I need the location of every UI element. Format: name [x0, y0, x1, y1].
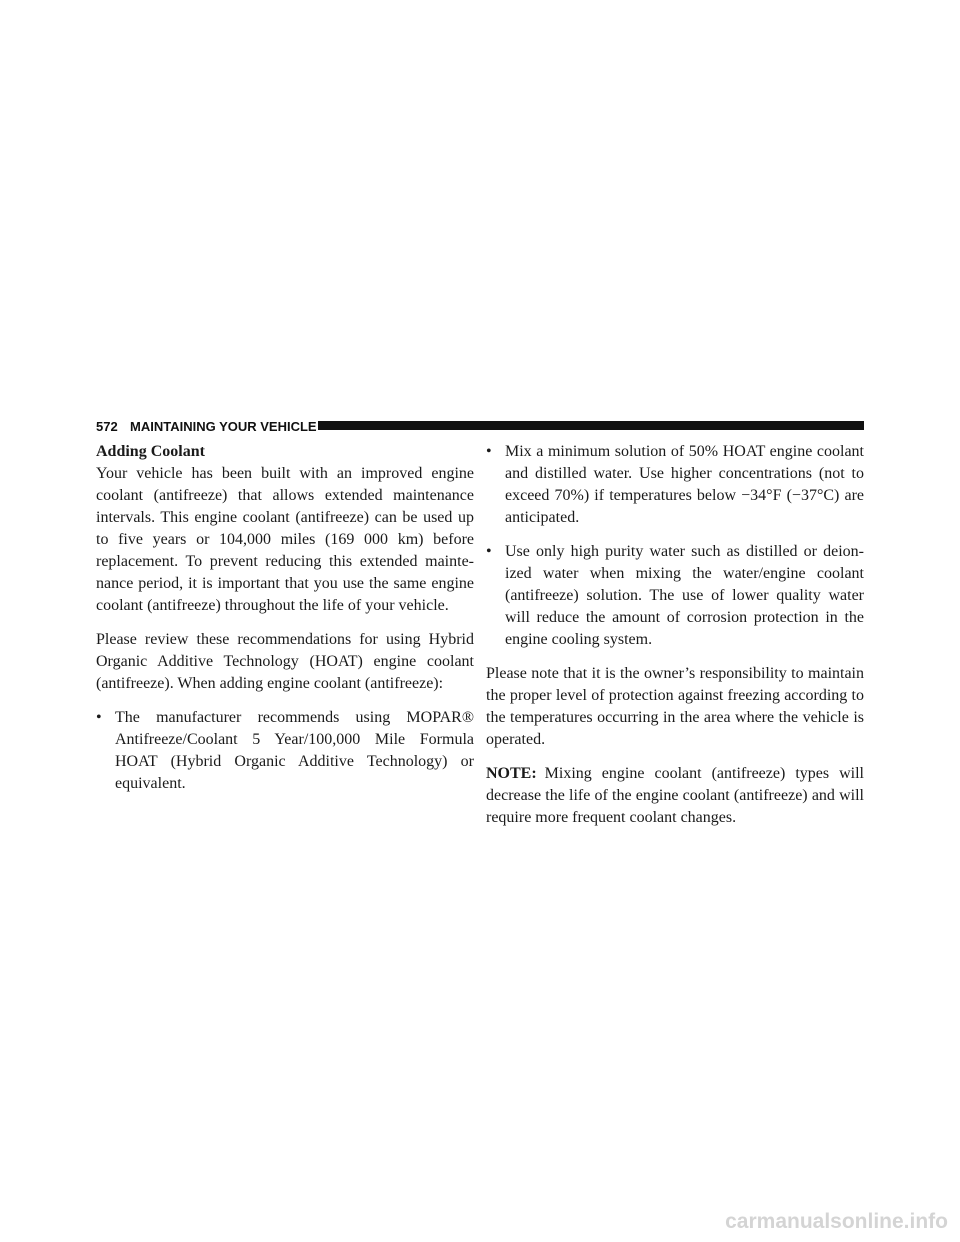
list-item-text: Mix a minimum solution of 50% HOAT engine coolant and distilled water. Use higher concentrations (not to exceed 70%) if temperatures below −34°F (−37°C) are anticipated.	[505, 443, 864, 526]
section-heading: Adding Coolant	[96, 443, 205, 460]
right-column	[486, 441, 864, 841]
bullet-icon: •	[96, 709, 102, 726]
note-paragraph	[486, 763, 864, 829]
note-label: NOTE:	[486, 765, 537, 782]
list-item	[486, 541, 864, 651]
list-item-text: Use only high purity water such as distilled or deionized water when mixing the water/engine coolant (antifreeze) solution. The use of lower quality water will reduce the amount of corrosion protection in the engine cooling system.	[505, 543, 864, 648]
page-header	[96, 418, 864, 436]
page-number: 572	[96, 419, 118, 434]
list-item-text: The manufacturer recommends using MOPAR® Antifreeze/Coolant 5 Year/100,000 Mile Formula HOAT (Hybrid Organic Additive Technology) or equivalent.	[115, 709, 474, 792]
watermark[interactable]: carmanualsonline.info	[725, 1210, 948, 1233]
bullet-icon: •	[486, 543, 492, 560]
recommendations-paragraph: Please review these recommendations for using Hybrid Organic Additive Technology (HOAT) engine coolant (antifreeze). When adding engine coolant (antifreeze):	[96, 631, 474, 692]
intro-paragraph: Your vehicle has been built with an improved engine coolant (antifreeze) that allows extended maintenance intervals. This engine coolant (antifreeze) can be used up to five years or 104,000 miles (169 000 km) before replacement. To prevent reducing this extended maintenance period, it is important that you use the same engine coolant (antifreeze) throughout the life of your vehicle.	[96, 465, 474, 614]
left-column	[96, 441, 474, 807]
section-title: MAINTAINING YOUR VEHICLE	[130, 419, 317, 434]
header-rule	[318, 421, 864, 430]
footer	[0, 1202, 960, 1242]
note-text: Mixing engine coolant (antifreeze) types will decrease the life of the engine coolant (antifreeze) and will require more frequent coolant changes.	[486, 765, 864, 826]
list-item	[96, 707, 474, 795]
list-item	[486, 441, 864, 529]
bullet-icon: •	[486, 443, 492, 460]
responsibility-paragraph: Please note that it is the owner’s responsibility to maintain the proper level of protection against freezing according to the temperatures occurring in the area where the vehicle is operated.	[486, 665, 864, 748]
